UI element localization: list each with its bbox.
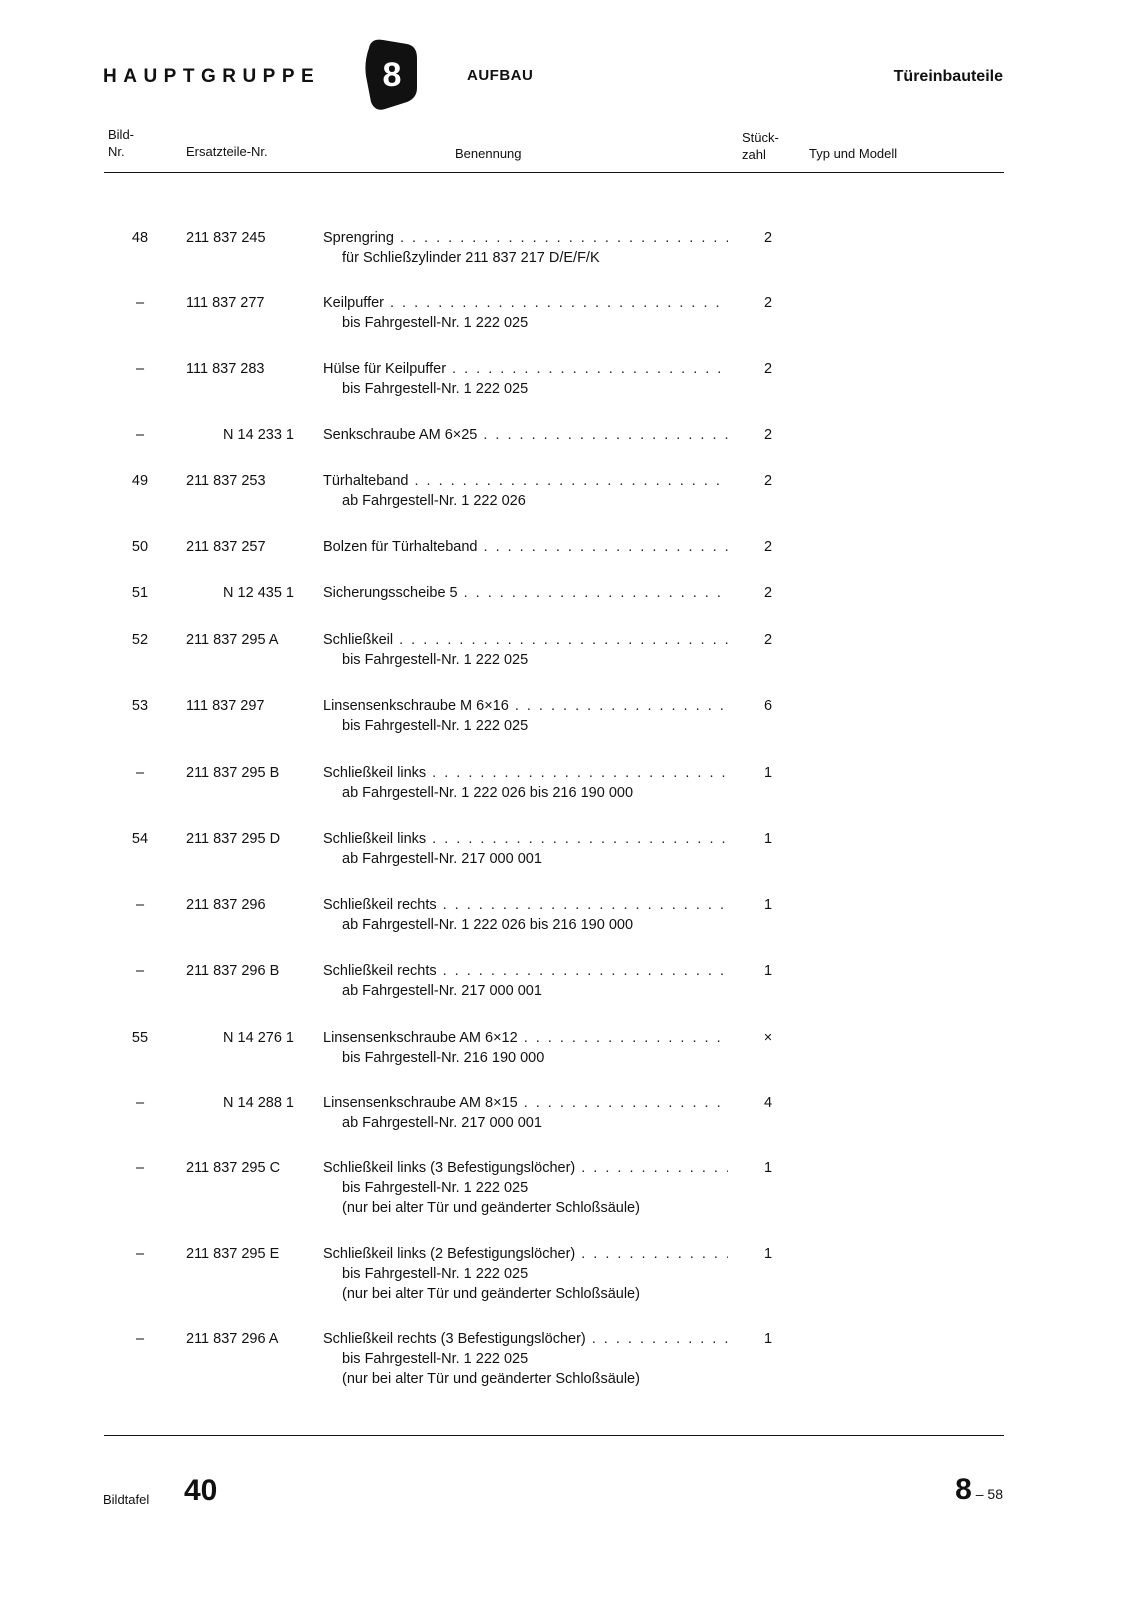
bild-number: – (135, 1246, 145, 1262)
part-number: 211 837 296 A (186, 1331, 279, 1347)
col-qty-line1: Stück- (742, 130, 779, 145)
col-qty-header (742, 129, 779, 163)
group-number-badge (363, 36, 419, 110)
part-detail: ab Fahrgestell-Nr. 217 000 001 (342, 1115, 542, 1131)
quantity: 1 (763, 1331, 773, 1347)
part-description (323, 1244, 728, 1304)
part-description (323, 630, 728, 670)
quantity: 2 (763, 295, 773, 311)
part-number: 211 837 295 D (186, 831, 281, 847)
part-name: Türhalteband (323, 473, 409, 489)
dot-leader (581, 1158, 728, 1178)
bild-number: – (135, 765, 145, 781)
dot-leader (432, 763, 728, 783)
part-number: N 14 288 1 (223, 1095, 294, 1111)
bild-number: 49 (131, 473, 149, 489)
bild-number: – (135, 295, 145, 311)
dot-leader (399, 630, 728, 650)
page-number (955, 1473, 1003, 1507)
quantity: 1 (763, 963, 773, 979)
col-qty-line2: zahl (742, 147, 766, 162)
part-name: Sicherungsscheibe 5 (323, 585, 458, 601)
part-description (323, 763, 728, 803)
part-description (323, 293, 728, 333)
bild-number: 55 (131, 1030, 149, 1046)
col-bild-line1: Bild- (108, 127, 135, 142)
quantity: 1 (763, 765, 773, 781)
part-description (323, 696, 728, 736)
part-number: 211 837 296 B (186, 963, 280, 979)
bild-number: 51 (131, 585, 149, 601)
part-name: Schließkeil links (323, 765, 427, 781)
part-detail: bis Fahrgestell-Nr. 216 190 000 (342, 1050, 545, 1066)
dot-leader (484, 537, 728, 557)
part-number: 211 837 295 A (186, 632, 279, 648)
col-bild-header (108, 126, 134, 160)
part-description (323, 471, 728, 511)
part-number: 111 837 297 (186, 698, 265, 714)
part-number: 211 837 245 (186, 230, 266, 246)
part-name: Senkschraube AM 6×25 (323, 427, 478, 443)
quantity: 2 (763, 230, 773, 246)
dot-leader (400, 228, 728, 248)
part-description (323, 425, 728, 445)
bild-number: – (135, 1331, 145, 1347)
part-number: 111 837 277 (186, 295, 265, 311)
part-description (323, 1329, 728, 1389)
dot-leader (483, 425, 728, 445)
part-name: Schließkeil rechts (3 Befestigungslöcher) (323, 1331, 586, 1347)
quantity: 1 (763, 1246, 773, 1262)
part-name: Schließkeil links (3 Befestigungslöcher) (323, 1160, 576, 1176)
quantity: 2 (763, 585, 773, 601)
part-detail: ab Fahrgestell-Nr. 1 222 026 bis 216 190 000 (342, 785, 634, 801)
part-description (323, 1158, 728, 1218)
dot-leader (524, 1028, 728, 1048)
quantity: 4 (763, 1095, 773, 1111)
dot-leader (464, 583, 728, 603)
part-name: Keilpuffer (323, 295, 384, 311)
bild-number: 53 (131, 698, 149, 714)
part-detail: (nur bei alter Tür und geänderter Schloßsäule) (342, 1200, 640, 1216)
bild-number: – (135, 963, 145, 979)
dot-leader (443, 961, 728, 981)
part-name: Linsensenkschraube M 6×16 (323, 698, 509, 714)
group-badge-shape (363, 36, 419, 110)
bild-number: – (135, 427, 145, 443)
dot-leader (443, 895, 728, 915)
part-name: Schließkeil links (2 Befestigungslöcher) (323, 1246, 576, 1262)
part-number: 211 837 253 (186, 473, 266, 489)
part-name: Hülse für Keilpuffer (323, 361, 447, 377)
part-description (323, 228, 728, 268)
part-detail: ab Fahrgestell-Nr. 217 000 001 (342, 851, 542, 867)
part-name: Schließkeil (323, 632, 394, 648)
col-name-header: Benennung (455, 146, 522, 161)
bild-number: 48 (131, 230, 149, 246)
part-name: Sprengring (323, 230, 394, 246)
col-model-header: Typ und Modell (809, 146, 898, 161)
col-part-header: Ersatzteile-Nr. (186, 144, 268, 159)
dot-leader (432, 829, 728, 849)
part-detail: bis Fahrgestell-Nr. 1 222 025 (342, 718, 529, 734)
part-description (323, 1028, 728, 1068)
part-name: Bolzen für Türhalteband (323, 539, 478, 555)
quantity: 2 (763, 361, 773, 377)
part-number: 211 837 295 C (186, 1160, 281, 1176)
part-name: Schließkeil links (323, 831, 427, 847)
quantity: 1 (763, 831, 773, 847)
bild-number: – (135, 1160, 145, 1176)
dot-leader (390, 293, 728, 313)
part-number: 211 837 296 (186, 897, 266, 913)
part-description (323, 359, 728, 399)
bild-number: – (135, 1095, 145, 1111)
quantity: 6 (763, 698, 773, 714)
dot-leader (581, 1244, 728, 1264)
quantity: 2 (763, 473, 773, 489)
footer-rule (104, 1435, 1004, 1436)
bild-number: 52 (131, 632, 149, 648)
dot-leader (515, 696, 728, 716)
part-detail: bis Fahrgestell-Nr. 1 222 025 (342, 1180, 529, 1196)
bild-number: – (135, 897, 145, 913)
part-detail: bis Fahrgestell-Nr. 1 222 025 (342, 315, 529, 331)
col-bild-line2: Nr. (108, 144, 125, 159)
part-detail: ab Fahrgestell-Nr. 217 000 001 (342, 983, 542, 999)
part-name: Linsensenkschraube AM 8×15 (323, 1095, 518, 1111)
quantity: 1 (763, 897, 773, 913)
quantity: 2 (763, 632, 773, 648)
quantity: 2 (763, 427, 773, 443)
part-description (323, 583, 728, 603)
part-number: 111 837 283 (186, 361, 265, 377)
part-detail: bis Fahrgestell-Nr. 1 222 025 (342, 1351, 529, 1367)
page-main: 8 (955, 1473, 972, 1506)
part-description (323, 537, 728, 557)
part-description (323, 961, 728, 1001)
page-suffix: – 58 (975, 1486, 1003, 1502)
part-detail: bis Fahrgestell-Nr. 1 222 025 (342, 1266, 529, 1282)
part-description (323, 829, 728, 869)
part-description (323, 1093, 728, 1133)
quantity: 1 (763, 1160, 773, 1176)
part-detail: bis Fahrgestell-Nr. 1 222 025 (342, 381, 529, 397)
dot-leader (592, 1329, 728, 1349)
part-number: 211 837 295 E (186, 1246, 280, 1262)
part-name: Linsensenkschraube AM 6×12 (323, 1030, 518, 1046)
part-detail: bis Fahrgestell-Nr. 1 222 025 (342, 652, 529, 668)
dot-leader (524, 1093, 728, 1113)
bild-number: – (135, 361, 145, 377)
part-detail: (nur bei alter Tür und geänderter Schloßsäule) (342, 1371, 640, 1387)
part-detail: ab Fahrgestell-Nr. 1 222 026 (342, 493, 526, 509)
part-number: N 12 435 1 (223, 585, 294, 601)
dot-leader (452, 359, 728, 379)
plate-number: 40 (184, 1474, 218, 1507)
quantity: × (763, 1030, 773, 1046)
part-number: 211 837 257 (186, 539, 266, 555)
header-rule (104, 172, 1004, 173)
quantity: 2 (763, 539, 773, 555)
part-number: 211 837 295 B (186, 765, 280, 781)
part-number: N 14 233 1 (223, 427, 294, 443)
bild-number: 50 (131, 539, 149, 555)
plate-label: Bildtafel (103, 1492, 150, 1507)
group-number: 8 (382, 56, 402, 94)
part-detail: (nur bei alter Tür und geänderter Schloßsäule) (342, 1286, 640, 1302)
part-name: Schließkeil rechts (323, 963, 437, 979)
part-number: N 14 276 1 (223, 1030, 294, 1046)
part-description (323, 895, 728, 935)
dot-leader (414, 471, 728, 491)
part-detail: ab Fahrgestell-Nr. 1 222 026 bis 216 190 000 (342, 917, 634, 933)
main-group-label: HAUPTGRUPPE (103, 66, 321, 87)
page-title: Türeinbauteile (893, 68, 1003, 85)
part-detail: für Schließzylinder 211 837 217 D/E/F/K (342, 250, 600, 266)
section-label: AUFBAU (467, 67, 534, 84)
bild-number: 54 (131, 831, 149, 847)
part-name: Schließkeil rechts (323, 897, 437, 913)
